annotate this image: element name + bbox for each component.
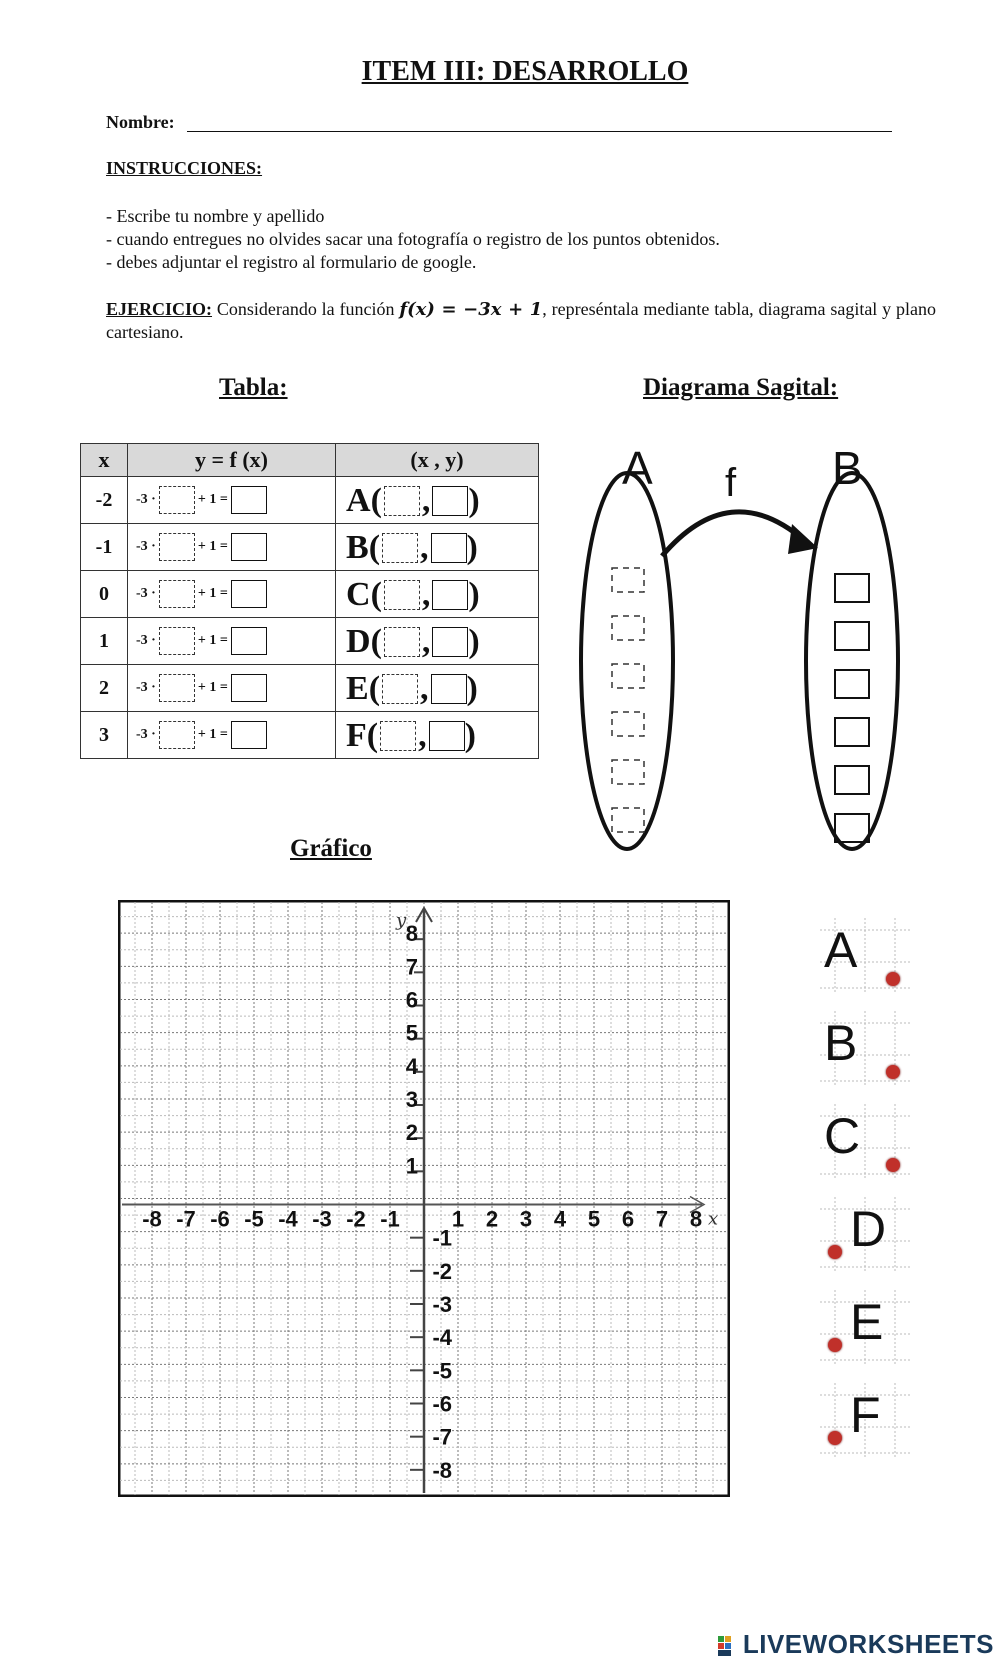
table-row — [81, 571, 539, 618]
formula-left: -3 · — [136, 727, 156, 743]
sagital-heading: Diagrama Sagital: — [643, 374, 839, 401]
y-tick-label: -6 — [432, 1391, 452, 1417]
x-tick-label: -4 — [278, 1206, 298, 1232]
y-tick-label: 5 — [405, 1020, 418, 1046]
x-tick-label: -3 — [312, 1206, 332, 1232]
point-cell — [336, 665, 539, 712]
y-axis-label: y — [396, 910, 407, 931]
ejercicio-statement — [106, 298, 936, 344]
formula-left: -3 · — [136, 680, 156, 696]
x-axis-label: x — [708, 1208, 719, 1230]
point-label: D — [850, 1201, 887, 1257]
close-paren: ) — [468, 482, 480, 520]
x-tick-label: 4 — [553, 1206, 567, 1232]
close-paren: ) — [468, 623, 480, 661]
point-cell — [336, 477, 539, 524]
table-row — [81, 524, 539, 571]
function-label: f — [725, 461, 737, 505]
x-input-box[interactable] — [159, 580, 195, 608]
x-tick-label: -5 — [244, 1206, 264, 1232]
x-value: 0 — [81, 571, 128, 618]
x-value: 3 — [81, 712, 128, 759]
x-value: -2 — [81, 477, 128, 524]
draggable-points-panel — [820, 918, 920, 1478]
col-header-fx: y = f (x) — [128, 444, 336, 477]
x-input-box[interactable] — [159, 486, 195, 514]
point-cell — [336, 618, 539, 665]
range-input-box[interactable] — [835, 574, 869, 602]
point-x-input[interactable] — [382, 533, 418, 563]
point-label: C — [824, 1108, 861, 1164]
y-tick-label: -4 — [432, 1325, 452, 1351]
col-header-x: x — [81, 444, 128, 477]
x-tick-label: 6 — [621, 1206, 635, 1232]
point-y-input[interactable] — [432, 627, 468, 657]
formula-left: -3 · — [136, 539, 156, 555]
ejercicio-text: , represéntala mediante tabla, diagrama sagital y plano cartesiano. — [106, 299, 936, 342]
footer-text: LIVEWORKSHEETS — [742, 1629, 994, 1659]
point-dot-icon[interactable] — [828, 1431, 842, 1445]
set-a-ellipse — [581, 473, 673, 849]
draggable-point-f[interactable] — [820, 1383, 910, 1459]
point-label: F — [850, 1387, 881, 1443]
formula-left: -3 · — [136, 492, 156, 508]
open-paren: ( — [368, 529, 381, 567]
point-y-input[interactable] — [432, 486, 468, 516]
ejercicio-label: EJERCICIO: — [106, 299, 213, 319]
y-tick-label: -5 — [432, 1358, 452, 1384]
x-input-box[interactable] — [159, 721, 195, 749]
y-input-box[interactable] — [231, 486, 267, 514]
x-input-box[interactable] — [159, 674, 195, 702]
y-input-box[interactable] — [231, 627, 267, 655]
x-value: 1 — [81, 618, 128, 665]
formula-right: + 1 = — [197, 492, 228, 508]
range-input-box[interactable] — [835, 718, 869, 746]
instruccion-item: - cuando entregues no olvides sacar una fotografía o registro de los puntos obtenidos. — [106, 229, 720, 249]
formula-right: + 1 = — [197, 539, 228, 555]
y-tick-label: 7 — [405, 954, 418, 980]
comma: , — [418, 717, 427, 755]
open-paren: ( — [370, 576, 382, 614]
y-tick-label: 2 — [405, 1120, 418, 1146]
page-title: ITEM III: DESARROLLO — [361, 56, 689, 87]
open-paren: ( — [368, 670, 381, 708]
range-input-box[interactable] — [835, 766, 869, 794]
y-tick-label: -2 — [432, 1258, 452, 1284]
tabla-heading: Tabla: — [219, 374, 288, 401]
x-tick-label: -2 — [346, 1206, 366, 1232]
draggable-point-b[interactable] — [820, 1011, 910, 1087]
close-paren: ) — [464, 717, 476, 755]
formula-right: + 1 = — [197, 586, 228, 602]
point-y-input[interactable] — [432, 580, 468, 610]
range-input-box[interactable] — [835, 622, 869, 650]
point-x-input[interactable] — [384, 486, 420, 516]
point-cell — [336, 524, 539, 571]
range-input-box[interactable] — [835, 670, 869, 698]
y-tick-label: -3 — [432, 1292, 452, 1317]
ejercicio-text: Considerando la función — [212, 299, 400, 319]
point-name: D — [346, 623, 371, 661]
x-tick-label: -8 — [142, 1206, 162, 1232]
formula-cell — [128, 477, 336, 524]
open-paren: ( — [370, 623, 382, 661]
comma: , — [420, 529, 429, 567]
grafico-heading: Gráfico — [290, 835, 372, 862]
x-tick-label: 3 — [519, 1206, 533, 1232]
point-dot-icon[interactable] — [828, 1245, 842, 1259]
instrucciones-heading: INSTRUCCIONES: — [106, 158, 263, 178]
x-input-box[interactable] — [159, 533, 195, 561]
instrucciones-list — [106, 205, 720, 274]
x-tick-label: -1 — [380, 1206, 400, 1232]
point-y-input[interactable] — [431, 674, 467, 704]
cartesian-plane[interactable] — [118, 900, 730, 1497]
domain-input-box[interactable] — [612, 712, 644, 736]
y-tick-label: -7 — [432, 1424, 452, 1450]
set-a-label: A — [622, 442, 653, 494]
x-tick-label: 5 — [587, 1206, 601, 1232]
comma: , — [421, 623, 431, 661]
point-name: A — [346, 482, 371, 520]
ejercicio-formula: f(x) = −3x + 1 — [399, 299, 543, 320]
domain-input-box[interactable] — [612, 616, 644, 640]
value-table — [80, 443, 539, 759]
formula-cell — [128, 618, 336, 665]
comma: , — [421, 576, 431, 614]
point-x-input[interactable] — [384, 627, 420, 657]
point-name: E — [346, 670, 369, 708]
point-x-input[interactable] — [382, 674, 418, 704]
point-name: B — [346, 529, 369, 567]
close-paren: ) — [468, 576, 480, 614]
formula-right: + 1 = — [197, 680, 228, 696]
comma: , — [420, 670, 429, 708]
point-cell — [336, 571, 539, 618]
y-tick-label: 1 — [405, 1153, 418, 1179]
formula-cell — [128, 571, 336, 618]
mapping-arrow — [662, 512, 805, 556]
liveworksheets-logo-icon — [717, 1634, 739, 1658]
nombre-label: Nombre: — [106, 112, 175, 132]
open-paren: ( — [366, 717, 379, 755]
y-input-box[interactable] — [231, 580, 267, 608]
x-input-box[interactable] — [159, 627, 195, 655]
point-cell — [336, 712, 539, 759]
point-name: F — [346, 717, 367, 755]
formula-right: + 1 = — [197, 633, 228, 649]
x-tick-label: -6 — [210, 1206, 230, 1232]
nombre-input-line[interactable] — [187, 131, 892, 132]
x-tick-label: 1 — [451, 1206, 465, 1232]
y-tick-label: 6 — [405, 987, 418, 1013]
close-paren: ) — [466, 670, 478, 708]
y-tick-label: 3 — [405, 1087, 418, 1112]
point-label: A — [824, 922, 858, 978]
y-tick-label: 4 — [405, 1053, 418, 1079]
y-input-box[interactable] — [231, 721, 267, 749]
point-dot-icon[interactable] — [886, 1065, 900, 1079]
y-tick-label: -1 — [432, 1225, 452, 1251]
col-header-xy: (x , y) — [336, 444, 539, 477]
footer-brand — [717, 1629, 994, 1660]
close-paren: ) — [466, 529, 478, 567]
instruccion-item: - Escribe tu nombre y apellido — [106, 206, 325, 226]
formula-cell — [128, 712, 336, 759]
domain-input-box[interactable] — [612, 760, 644, 784]
set-b-label: B — [832, 442, 863, 494]
formula-right: + 1 = — [197, 727, 228, 743]
table-row — [81, 712, 539, 759]
draggable-point-d[interactable] — [820, 1197, 910, 1273]
instruccion-item: - debes adjuntar el registro al formulario de google. — [106, 252, 477, 272]
table-row — [81, 618, 539, 665]
domain-input-box[interactable] — [612, 568, 644, 592]
point-y-input[interactable] — [429, 721, 465, 751]
point-label: E — [850, 1294, 884, 1350]
point-x-input[interactable] — [384, 580, 420, 610]
comma: , — [421, 482, 431, 520]
draggable-point-c[interactable] — [820, 1104, 910, 1180]
domain-input-box[interactable] — [612, 664, 644, 688]
point-dot-icon[interactable] — [886, 1158, 900, 1172]
set-b-ellipse — [806, 473, 898, 849]
draggable-point-a[interactable] — [820, 918, 910, 994]
point-dot-icon[interactable] — [828, 1338, 842, 1352]
sagital-diagram — [560, 436, 920, 876]
x-tick-label: -7 — [176, 1206, 196, 1232]
x-value: -1 — [81, 524, 128, 571]
x-tick-label: 2 — [485, 1206, 499, 1232]
domain-input-box[interactable] — [612, 808, 644, 832]
point-x-input[interactable] — [380, 721, 416, 751]
y-tick-label: -8 — [432, 1457, 452, 1483]
point-name: C — [346, 576, 371, 614]
table-row — [81, 477, 539, 524]
point-label: B — [824, 1015, 858, 1071]
formula-cell — [128, 524, 336, 571]
range-input-box[interactable] — [835, 814, 869, 842]
formula-left: -3 · — [136, 633, 156, 649]
x-value: 2 — [81, 665, 128, 712]
y-tick-label: 8 — [405, 921, 418, 947]
y-input-box[interactable] — [231, 533, 267, 561]
open-paren: ( — [370, 482, 382, 520]
point-y-input[interactable] — [431, 533, 467, 563]
formula-left: -3 · — [136, 586, 156, 602]
y-input-box[interactable] — [231, 674, 267, 702]
x-tick-label: 7 — [655, 1206, 669, 1232]
draggable-point-e[interactable] — [820, 1290, 910, 1366]
x-tick-label: 8 — [689, 1206, 703, 1232]
formula-cell — [128, 665, 336, 712]
table-row — [81, 665, 539, 712]
point-dot-icon[interactable] — [886, 972, 900, 986]
